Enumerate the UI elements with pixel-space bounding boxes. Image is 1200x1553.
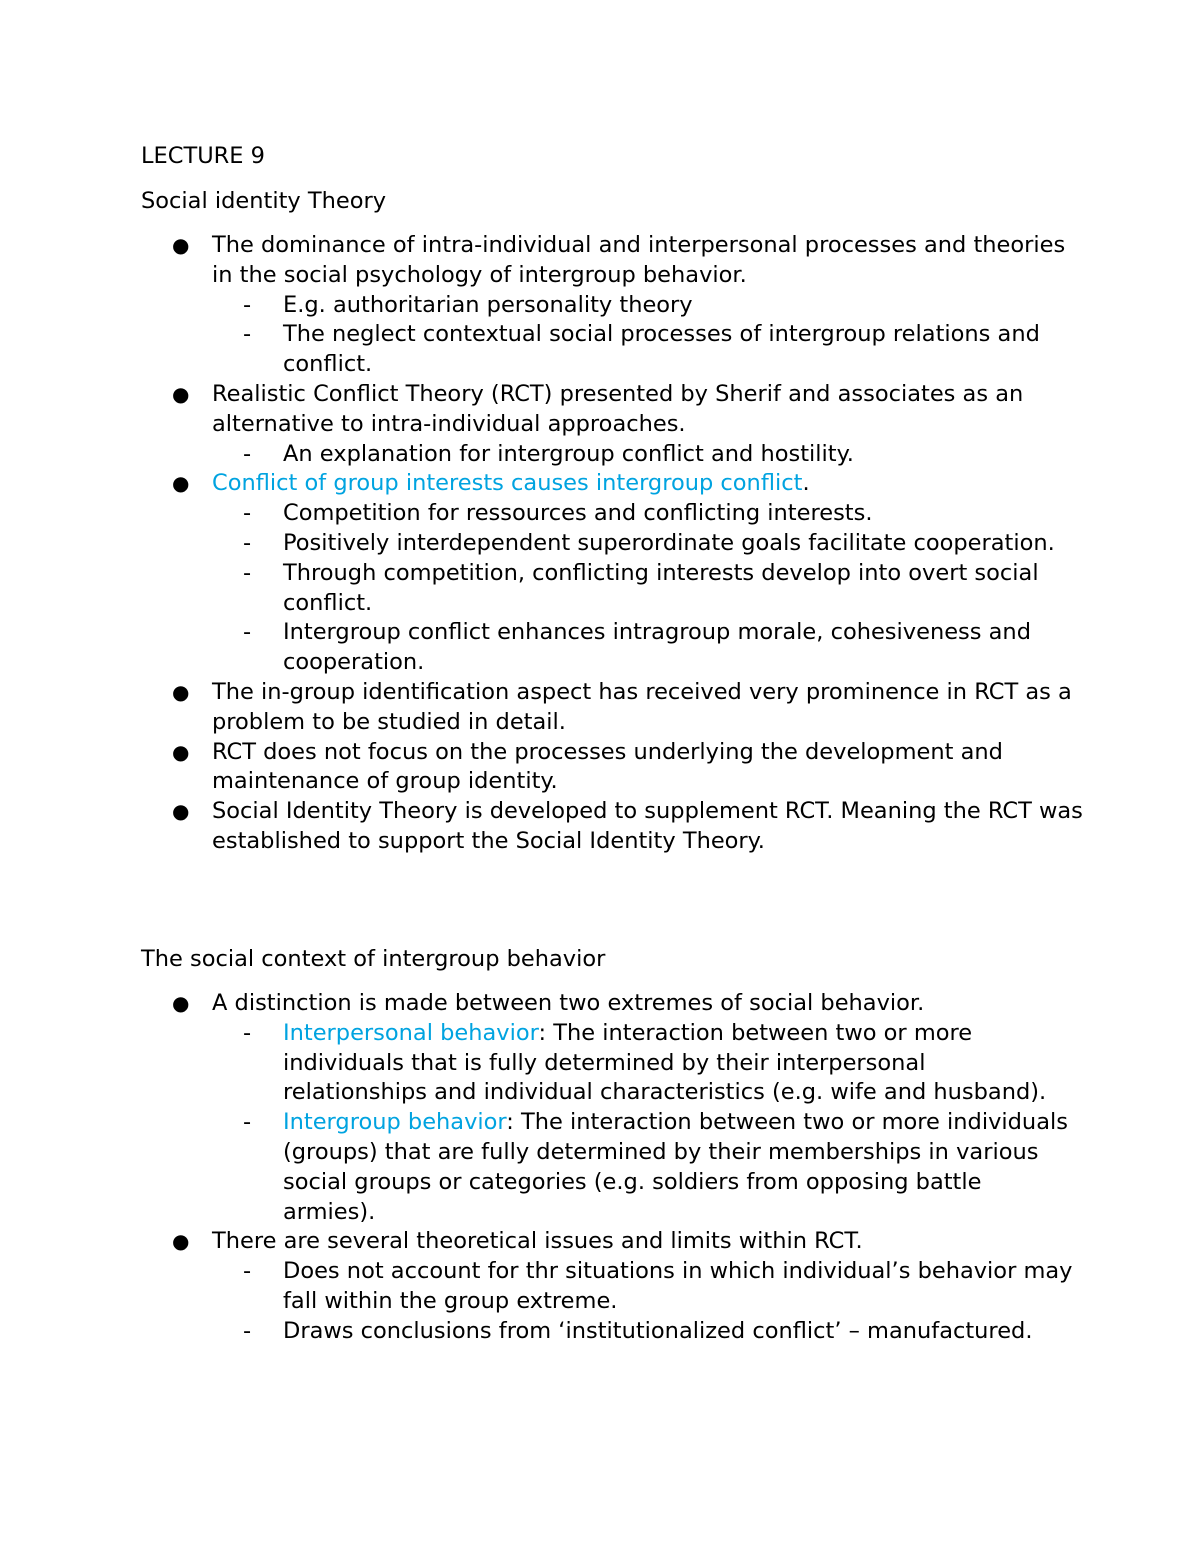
dash-icon: - bbox=[243, 619, 252, 646]
bullet-icon: ● bbox=[172, 739, 190, 764]
item-text: A distinction is made between two extremes of social behavior. bbox=[212, 990, 925, 1016]
item-text: The dominance of intra-individual and interpersonal processes and theories in the social psychology of intergroup behavior. bbox=[212, 232, 1066, 288]
item-text: Intergroup conflict enhances intragroup morale, cohesiveness and cooperation. bbox=[283, 619, 1031, 676]
section-heading-social-identity-theory: Social identity Theory bbox=[141, 188, 387, 214]
dash-icon: - bbox=[243, 500, 252, 527]
dash-icon: - bbox=[243, 1019, 252, 1046]
bullet-icon: ● bbox=[172, 233, 190, 257]
dash-icon: - bbox=[243, 321, 252, 348]
item-text: Realistic Conflict Theory (RCT) presented by Sherif and associates as an alternative to intra-individual approaches. bbox=[212, 380, 1024, 437]
highlighted-text: Intergroup behavior bbox=[283, 1109, 507, 1136]
item-text: The neglect contextual social processes of intergroup relations and conflict. bbox=[283, 321, 1040, 378]
list-item bbox=[0, 1317, 1073, 1347]
item-text: Positively interdependent superordinate goals facilitate cooperation. bbox=[283, 529, 1055, 556]
lecture-title: LECTURE 9 bbox=[141, 143, 265, 169]
list-item bbox=[0, 1108, 1073, 1227]
list-item bbox=[0, 738, 1092, 798]
list-item bbox=[0, 469, 1092, 499]
dash-icon: - bbox=[243, 559, 252, 586]
item-text: Does not account for thr situations in which individual’s behavior may fall within the group extreme. bbox=[283, 1258, 1073, 1314]
highlighted-text: Conflict of group interests causes intergroup conflict bbox=[212, 470, 803, 497]
highlighted-text: Interpersonal behavior bbox=[283, 1019, 539, 1046]
section2-list bbox=[0, 989, 1200, 1347]
item-text: : The interaction between two or more individuals (groups) that are fully determined by their memberships in various social groups or categories (e.g. soldiers from opposing battle armies). bbox=[283, 1109, 1068, 1225]
item-text: : The interaction between two or more individuals that is fully determined by their interpersonal relationships and individual characteristics (e.g. wife and husband). bbox=[283, 1019, 1047, 1106]
bullet-icon: ● bbox=[172, 679, 190, 704]
list-item bbox=[0, 499, 1073, 529]
list-item bbox=[0, 989, 1092, 1019]
dash-icon: - bbox=[243, 529, 252, 556]
bullet-icon: ● bbox=[172, 471, 190, 496]
dash-icon: - bbox=[243, 1258, 252, 1285]
bullet-icon: ● bbox=[172, 381, 190, 406]
item-text: . bbox=[802, 470, 810, 497]
dash-icon: - bbox=[243, 440, 252, 467]
list-item bbox=[0, 1019, 1073, 1108]
list-item bbox=[0, 320, 1073, 380]
item-text: Through competition, conflicting interests develop into overt social conflict. bbox=[283, 559, 1039, 616]
list-item bbox=[0, 618, 1073, 678]
list-item bbox=[0, 1257, 1073, 1317]
list-item bbox=[0, 440, 1073, 470]
item-text: An explanation for intergroup conflict and hostility. bbox=[283, 440, 854, 467]
bullet-icon: ● bbox=[172, 1229, 190, 1254]
list-item bbox=[0, 797, 1092, 857]
item-text: The in-group identification aspect has received very prominence in RCT as a problem to be studied in detail. bbox=[212, 678, 1072, 735]
item-text: Competition for ressources and conflicting interests. bbox=[283, 500, 873, 527]
item-text: E.g. authoritarian personality theory bbox=[283, 291, 693, 318]
list-item bbox=[0, 529, 1073, 559]
list-item bbox=[0, 1227, 1092, 1257]
dash-icon: - bbox=[243, 1317, 252, 1344]
list-item bbox=[0, 231, 1092, 291]
list-item bbox=[0, 559, 1073, 619]
list-item bbox=[0, 291, 1073, 321]
bullet-icon: ● bbox=[172, 799, 190, 824]
item-text: There are several theoretical issues and limits within RCT. bbox=[212, 1228, 863, 1255]
item-text: Social Identity Theory is developed to supplement RCT. Meaning the RCT was established to support the Social Identity Theory. bbox=[212, 798, 1083, 854]
bullet-icon: ● bbox=[172, 991, 190, 1015]
dash-icon: - bbox=[243, 1109, 252, 1136]
section-heading-social-context: The social context of intergroup behavior bbox=[141, 946, 606, 972]
item-text: RCT does not focus on the processes underlying the development and maintenance of group identity. bbox=[212, 738, 1003, 795]
list-item bbox=[0, 678, 1092, 738]
list-item bbox=[0, 380, 1092, 440]
dash-icon: - bbox=[243, 291, 252, 318]
section1-list bbox=[0, 231, 1200, 857]
item-text: Draws conclusions from ‘institutionalized conflict’ – manufactured. bbox=[283, 1317, 1033, 1344]
